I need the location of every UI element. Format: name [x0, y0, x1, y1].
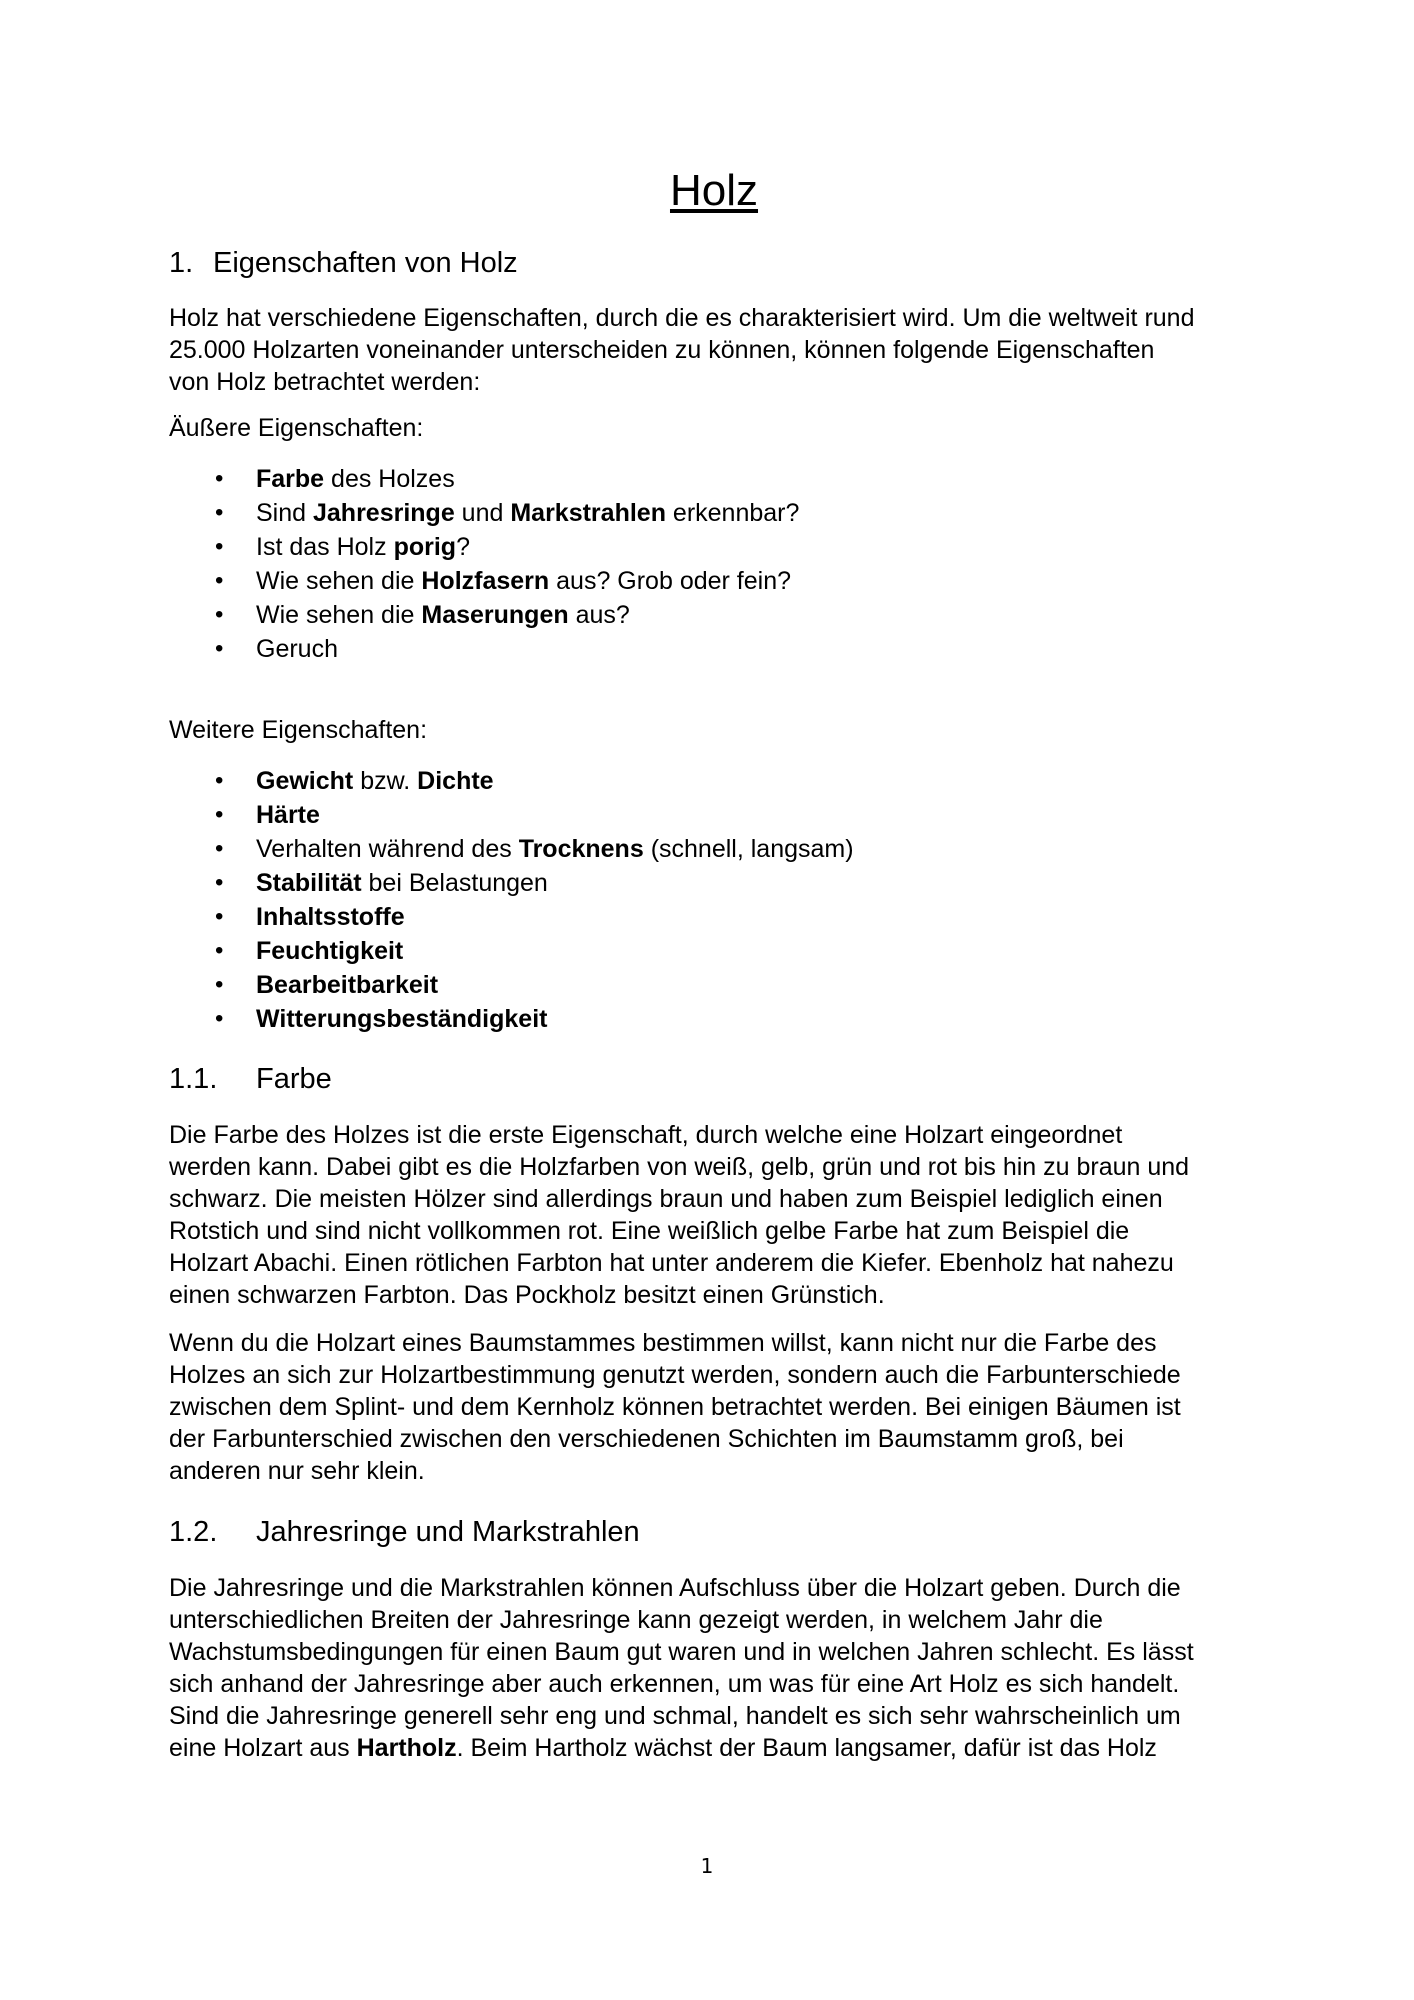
- farbe-paragraph-2: [169, 1327, 1259, 1487]
- text-line: Wenn du die Holzart eines Baumstammes bestimmen willst, kann nicht nur die Farbe des: [169, 1329, 1157, 1358]
- text-line: von Holz betrachtet werden:: [169, 368, 481, 397]
- text-line: 25.000 Holzarten voneinander unterscheiden zu können, können folgende Eigenschaften: [169, 336, 1155, 365]
- list-item: • Farbe des Holzes: [169, 462, 1259, 496]
- list-item: • Bearbeitbarkeit: [169, 968, 1259, 1002]
- text-line: unterschiedlichen Breiten der Jahresringe kann gezeigt werden, in welchem Jahr die: [169, 1605, 1103, 1634]
- list-item: • Gewicht bzw. Dichte: [169, 764, 1259, 798]
- list-item: • Wie sehen die Holzfasern aus? Grob oder fein?: [169, 564, 1259, 598]
- list-item: • Feuchtigkeit: [169, 934, 1259, 968]
- text-line: Holzart Abachi. Einen rötlichen Farbton hat unter anderem die Kiefer. Ebenholz hat nahezu: [169, 1249, 1174, 1278]
- list-item: • Ist das Holz porig?: [169, 530, 1259, 564]
- text-line: Die Farbe des Holzes ist die erste Eigenschaft, durch welche eine Holzart eingeordnet: [169, 1121, 1123, 1150]
- section-title: Farbe: [256, 1063, 332, 1096]
- text-line: schwarz. Die meisten Hölzer sind allerdings braun und haben zum Beispiel lediglich einen: [169, 1185, 1163, 1214]
- farbe-paragraph-1: [169, 1119, 1259, 1311]
- further-properties-label: Weitere Eigenschaften:: [169, 716, 428, 745]
- list-item: • Verhalten während des Trocknens (schnell, langsam): [169, 832, 1259, 866]
- text-line: Die Jahresringe und die Markstrahlen können Aufschluss über die Holzart geben. Durch die: [169, 1573, 1181, 1602]
- page-number: 1: [700, 1854, 714, 1878]
- external-properties-label: Äußere Eigenschaften:: [169, 414, 424, 443]
- list-item: • Härte: [169, 798, 1259, 832]
- text-line: der Farbunterschied zwischen den verschiedenen Schichten im Baumstamm groß, bei: [169, 1425, 1124, 1454]
- text-line: anderen nur sehr klein.: [169, 1457, 425, 1486]
- text-line: einen schwarzen Farbton. Das Pockholz besitzt einen Grünstich.: [169, 1281, 885, 1310]
- section-title: Eigenschaften von Holz: [213, 246, 518, 279]
- text-line: werden kann. Dabei gibt es die Holzfarben von weiß, gelb, grün und rot bis hin zu braun und: [169, 1153, 1190, 1182]
- section-heading-1-2: [169, 1515, 1259, 1550]
- list-item: • Sind Jahresringe und Markstrahlen erkennbar?: [169, 496, 1259, 530]
- list-item: • Stabilität bei Belastungen: [169, 866, 1259, 900]
- text-line: Sind die Jahresringe generell sehr eng und schmal, handelt es sich sehr wahrscheinlich um: [169, 1701, 1181, 1730]
- jahresringe-paragraph: [169, 1572, 1259, 1764]
- section-heading-1-1: [169, 1062, 1259, 1097]
- text-line: Holzes an sich zur Holzartbestimmung genutzt werden, sondern auch die Farbunterschiede: [169, 1361, 1181, 1390]
- document-title: Holz: [669, 166, 759, 215]
- text-line: Rotstich und sind nicht vollkommen rot. Eine weißlich gelbe Farbe hat zum Beispiel die: [169, 1217, 1130, 1246]
- list-item: • Inhaltsstoffe: [169, 900, 1259, 934]
- text-line: eine Holzart aus Hartholz. Beim Hartholz wächst der Baum langsamer, dafür ist das Holz: [169, 1733, 1157, 1762]
- text-line: Holz hat verschiedene Eigenschaften, durch die es charakterisiert wird. Um die weltweit rund: [169, 304, 1195, 333]
- page-content: [169, 160, 1259, 1764]
- list-item: • Wie sehen die Maserungen aus?: [169, 598, 1259, 632]
- list-item: • Witterungsbeständigkeit: [169, 1002, 1259, 1036]
- section-number: 1.: [169, 246, 194, 279]
- text-line: zwischen dem Splint- und dem Kernholz können betrachtet werden. Bei einigen Bäumen ist: [169, 1393, 1181, 1422]
- intro-paragraph: [169, 302, 1259, 398]
- further-properties-list: [169, 764, 1259, 1036]
- section-heading-1: [169, 246, 1259, 281]
- section-title: Jahresringe und Markstrahlen: [256, 1516, 640, 1549]
- list-item: • Geruch: [169, 632, 1259, 666]
- section-number: 1.2.: [169, 1516, 218, 1549]
- external-properties-list: [169, 462, 1259, 666]
- text-line: sich anhand der Jahresringe aber auch erkennen, um was für eine Art Holz es sich handelt.: [169, 1669, 1180, 1698]
- section-number: 1.1.: [169, 1063, 218, 1096]
- text-line: Wachstumsbedingungen für einen Baum gut waren und in welchen Jahren schlecht. Es lässt: [169, 1637, 1194, 1666]
